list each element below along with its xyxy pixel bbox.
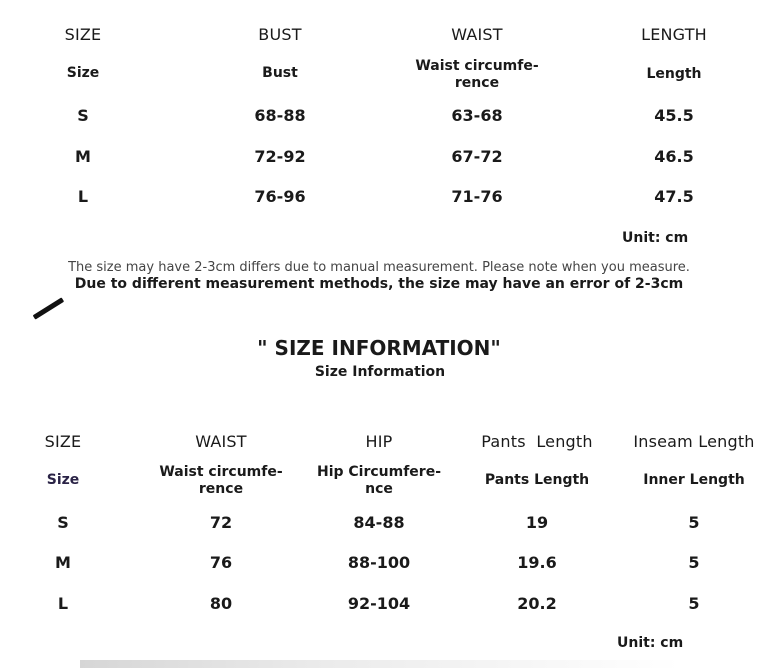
table-cell: 71-76 <box>451 187 503 206</box>
table-cell: 63-68 <box>451 106 503 125</box>
subheader-size: Size <box>66 65 100 81</box>
subheader-waist-line2: rence <box>198 481 244 497</box>
table-cell: 5 <box>688 594 700 613</box>
table-cell: M <box>75 147 91 166</box>
header-size: SIZE <box>64 25 102 44</box>
unit-label: Unit: cm <box>622 230 689 246</box>
header-waist: WAIST <box>195 432 247 451</box>
subheader-size: Size <box>46 472 80 488</box>
table-cell: 19 <box>525 513 549 532</box>
slash-mark <box>33 297 64 319</box>
subheader-waist-line1: Waist circumfe- <box>415 58 539 74</box>
table-cell: 72-92 <box>254 147 306 166</box>
table-cell: 72 <box>209 513 233 532</box>
subheader-hip <box>317 464 441 498</box>
subheader-pants-length: Pants Length <box>484 472 590 488</box>
table-cell: L <box>57 594 69 613</box>
subheader-waist <box>159 464 282 498</box>
table-cell: S <box>57 513 69 532</box>
table-cell: 76-96 <box>254 187 306 206</box>
table-cell: 68-88 <box>254 106 306 125</box>
subheader-inner-length: Inner Length <box>643 472 745 488</box>
subheader-waist <box>415 58 538 92</box>
table-cell: 84-88 <box>353 513 405 532</box>
table-cell: M <box>55 553 71 572</box>
subheader-hip-line2: nce <box>365 481 393 497</box>
table-cell: 46.5 <box>654 147 694 166</box>
cropped-text-remnant <box>80 660 680 668</box>
subheader-waist-line1: Waist circumfe- <box>159 464 283 480</box>
header-inseam-length: Inseam Length <box>633 432 755 451</box>
header-pants-length: Pants Length <box>481 432 593 451</box>
header-size: SIZE <box>44 432 82 451</box>
subheader-length: Length <box>646 66 702 82</box>
table-cell: 92-104 <box>347 594 411 613</box>
table-cell: 5 <box>688 553 700 572</box>
subheader-bust: Bust <box>262 65 298 81</box>
measurement-error-note: Due to different measurement methods, the size may have an error of 2-3cm <box>74 276 684 292</box>
table-cell: 20.2 <box>517 594 557 613</box>
table-cell: 80 <box>209 594 233 613</box>
table-cell: 19.6 <box>517 553 557 572</box>
table-cell: L <box>77 187 89 206</box>
table-cell: 5 <box>688 513 700 532</box>
header-bust: BUST <box>258 25 302 44</box>
subheader-waist-line2: rence <box>454 75 500 91</box>
measurement-note: The size may have 2-3cm differs due to manual measurement. Please note when you measure. <box>68 260 690 275</box>
unit-label: Unit: cm <box>617 635 684 651</box>
header-length: LENGTH <box>641 25 707 44</box>
table-cell: 45.5 <box>654 106 694 125</box>
table-cell: 47.5 <box>654 187 694 206</box>
section-subtitle: Size Information <box>314 364 446 380</box>
header-hip: HIP <box>365 432 393 451</box>
section-title: " SIZE INFORMATION" <box>257 336 501 360</box>
subheader-hip-line1: Hip Circumfere- <box>316 464 442 480</box>
table-cell: 76 <box>209 553 233 572</box>
header-waist: WAIST <box>451 25 503 44</box>
table-cell: S <box>77 106 89 125</box>
table-cell: 67-72 <box>451 147 503 166</box>
table-cell: 88-100 <box>347 553 411 572</box>
